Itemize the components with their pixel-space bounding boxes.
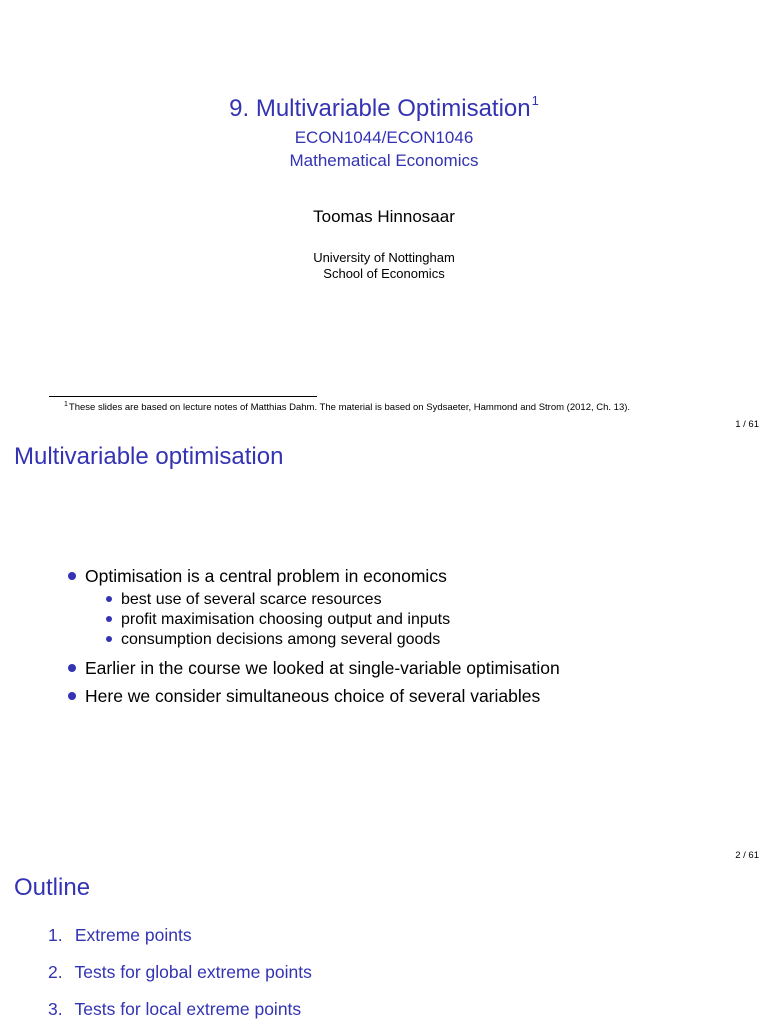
- content-slide: [0, 432, 768, 864]
- sub-bullet-item: [106, 611, 450, 629]
- footnote-mark: 1: [64, 401, 68, 408]
- bullet-text: Optimisation is a central problem in economics: [85, 566, 447, 586]
- course-subject: Mathematical Economics: [289, 151, 479, 170]
- sub-bullet-text: profit maximisation choosing output and inputs: [121, 611, 451, 628]
- footnote-text: These slides are based on lecture notes of Matthias Dahm. The material is based on Sydsaeter, Hammond and Strom (2012, Ch. 13).: [68, 402, 631, 413]
- sub-bullet-item: [106, 591, 382, 609]
- sub-bullet-icon: [106, 636, 112, 642]
- outline-slide: [0, 864, 768, 1024]
- bullet-item: [68, 658, 560, 679]
- bullet-icon: [68, 692, 76, 700]
- outline-label: Tests for local extreme points: [74, 999, 302, 1019]
- outline-label: Extreme points: [74, 925, 192, 945]
- author-name: Toomas Hinnosaar: [313, 207, 455, 226]
- institution-school: School of Economics: [323, 266, 445, 281]
- frame-title: Outline: [14, 874, 91, 901]
- bullet-icon: [68, 664, 76, 672]
- footnote: [64, 401, 630, 413]
- frame-title: Multivariable optimisation: [14, 443, 284, 470]
- institution-university: University of Nottingham: [313, 250, 455, 265]
- sub-bullet-text: best use of several scarce resources: [121, 591, 382, 608]
- sub-bullet-icon: [106, 616, 112, 622]
- course-code: ECON1044/ECON1046: [294, 128, 474, 147]
- outline-item-extreme-points[interactable]: [48, 925, 192, 946]
- sub-bullet-icon: [106, 596, 112, 602]
- title-text: 9. Multivariable Optimisation: [229, 95, 531, 122]
- bullet-item: [68, 566, 447, 587]
- title-slide: [0, 0, 768, 432]
- title-footnote-mark[interactable]: 1: [531, 93, 539, 108]
- sub-bullet-text: consumption decisions among several goods: [121, 631, 441, 648]
- presentation-title: [0, 93, 768, 123]
- sub-bullet-item: [106, 631, 440, 649]
- bullet-text: Earlier in the course we looked at single-variable optimisation: [85, 658, 560, 678]
- outline-item-global-tests[interactable]: [48, 962, 312, 983]
- outline-label: Tests for global extreme points: [74, 962, 312, 982]
- bullet-icon: [68, 572, 76, 580]
- footnote-divider: [49, 396, 317, 397]
- bullet-item: [68, 686, 540, 707]
- outline-item-local-tests[interactable]: [48, 999, 301, 1020]
- page-number: 1 / 61: [735, 419, 759, 430]
- outline-number: 1.: [48, 925, 63, 945]
- outline-number: 3.: [48, 999, 63, 1019]
- bullet-text: Here we consider simultaneous choice of several variables: [85, 686, 541, 706]
- page-number: 2 / 61: [735, 850, 759, 861]
- outline-number: 2.: [48, 962, 63, 982]
